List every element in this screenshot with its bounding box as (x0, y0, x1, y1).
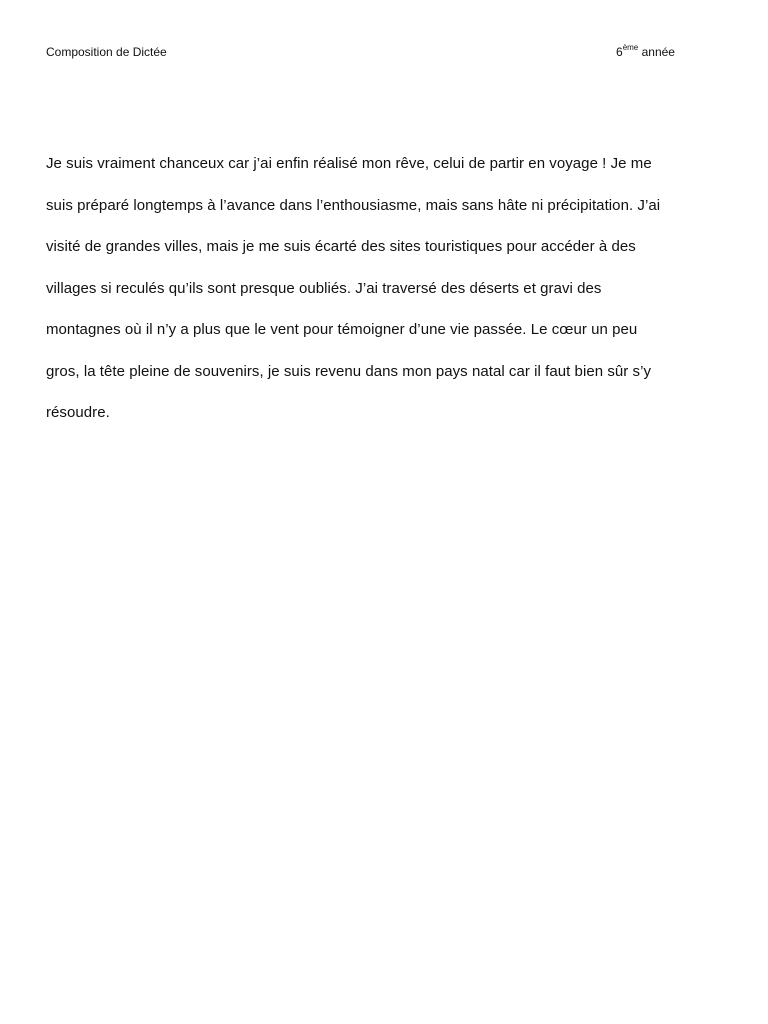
grade-word: année (641, 45, 675, 59)
text-line-1: Je suis vraiment chanceux car j’ai enfin réalisé mon rêve, celui de partir en voyage ! Je me (46, 155, 652, 172)
text-line-4: villages si reculés qu’ils sont presque oubliés. J’ai traversé des déserts et gravi des (46, 279, 602, 297)
text-line-3: visité de grandes villes, mais je me suis écarté des sites touristiques pour accéder à des (46, 238, 636, 255)
text-line-2: suis préparé longtemps à l’avance dans l’enthousiasme, mais sans hâte ni précipitation. J’ai (46, 196, 661, 214)
grade-superscript: ème (622, 43, 639, 52)
text-line-7: résoudre. (46, 404, 110, 421)
text-line-5: montagnes où il n’y a plus que le vent pour témoigner d’une vie passée. Le cœur un peu (46, 321, 638, 338)
grade-number: 6 (616, 45, 623, 59)
grade-level (616, 44, 675, 60)
document-title: Composition de Dictée (46, 45, 167, 59)
dictation-text (46, 150, 726, 441)
text-line-6: gros, la tête pleine de souvenirs, je suis revenu dans mon pays natal car il faut bien sûr s’y (46, 362, 652, 380)
